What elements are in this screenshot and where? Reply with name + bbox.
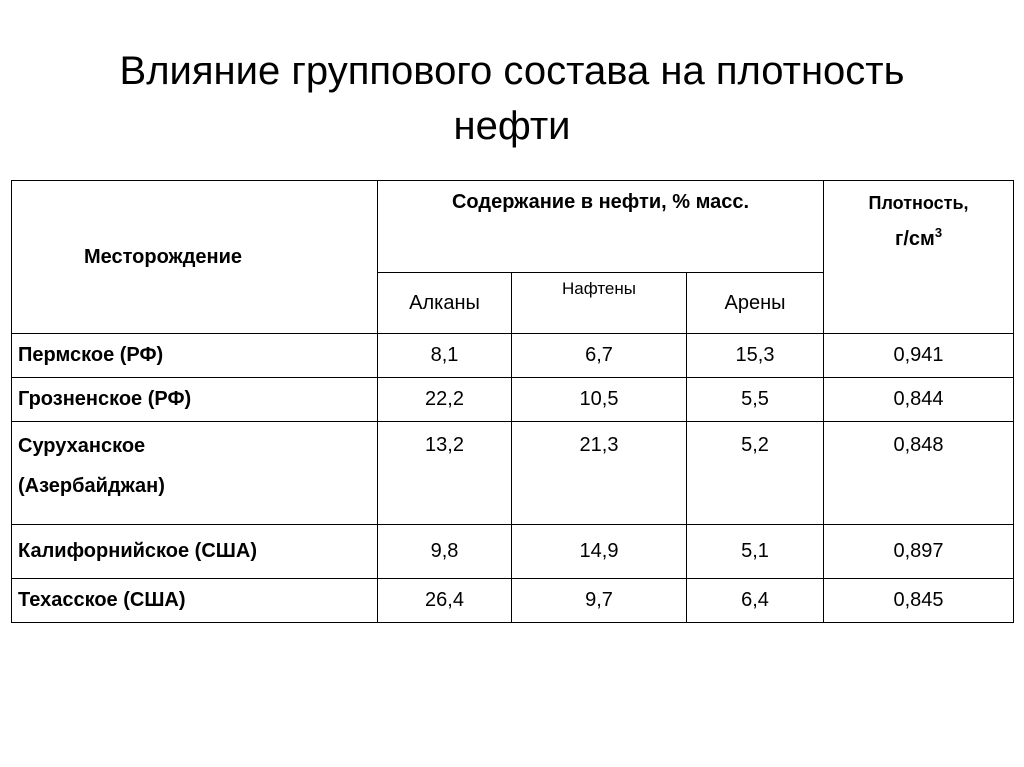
table-row [12, 525, 1014, 579]
row-alkanes: 22,2 [378, 378, 512, 422]
header-density [824, 181, 1014, 334]
slide-title-line2: нефти [453, 104, 571, 148]
row-field: Пермское (РФ) [12, 334, 378, 378]
row-alkanes: 13,2 [378, 422, 512, 525]
header-field: Месторождение [12, 181, 378, 334]
row-arenes: 15,3 [687, 334, 824, 378]
table-row [12, 579, 1014, 623]
header-density-label: Плотность, [868, 193, 969, 213]
row-density: 0,844 [824, 378, 1014, 422]
row-field-line2: (Азербайджан) [18, 475, 165, 497]
row-naphthenes: 10,5 [512, 378, 687, 422]
row-alkanes: 8,1 [378, 334, 512, 378]
row-density: 0,848 [824, 422, 1014, 525]
header-naphthenes: Нафтены [512, 273, 687, 334]
header-alkanes: Алканы [378, 273, 512, 334]
row-naphthenes: 6,7 [512, 334, 687, 378]
row-field-line1: Суруханское [18, 435, 146, 457]
row-naphthenes: 9,7 [512, 579, 687, 623]
row-alkanes: 9,8 [378, 525, 512, 579]
row-field [12, 422, 378, 525]
row-field: Калифорнийское (США) [12, 525, 378, 579]
table-row [12, 422, 1014, 525]
slide-title-line1: Влияние группового состава на плотность [119, 49, 905, 93]
oil-density-table [11, 180, 1014, 623]
row-arenes: 5,5 [687, 378, 824, 422]
row-arenes: 5,1 [687, 525, 824, 579]
row-alkanes: 26,4 [378, 579, 512, 623]
header-density-sup: 3 [934, 225, 943, 240]
row-density: 0,941 [824, 334, 1014, 378]
row-arenes: 6,4 [687, 579, 824, 623]
header-arenes: Арены [687, 273, 824, 334]
header-density-unit: г/см [895, 228, 935, 250]
table-row [12, 334, 1014, 378]
table-header-row [12, 181, 1014, 273]
row-field: Грозненское (РФ) [12, 378, 378, 422]
row-density: 0,845 [824, 579, 1014, 623]
table-row [12, 378, 1014, 422]
row-arenes: 5,2 [687, 422, 824, 525]
row-density: 0,897 [824, 525, 1014, 579]
header-density-unit-wrap [824, 215, 1013, 257]
slide-title [0, 44, 1024, 154]
row-naphthenes: 14,9 [512, 525, 687, 579]
header-content-group: Содержание в нефти, % масс. [378, 181, 824, 273]
row-naphthenes: 21,3 [512, 422, 687, 525]
row-field: Техасское (США) [12, 579, 378, 623]
